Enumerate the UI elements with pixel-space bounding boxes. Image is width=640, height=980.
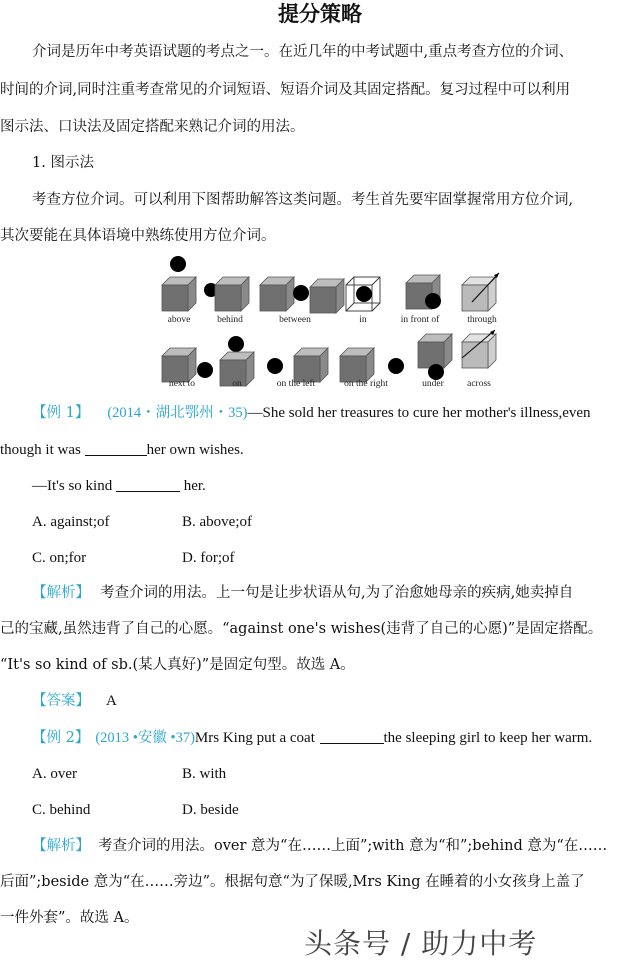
example-1-source: (2014・湖北鄂州・35) [107, 405, 248, 421]
label-in-front-of: in front of [400, 315, 440, 325]
label-through: through [467, 315, 497, 325]
example-2-source: (2013 •安徽 •37) [95, 730, 195, 746]
answer-blank-1[interactable] [85, 441, 147, 456]
between-diagram [260, 277, 344, 313]
example-1-question-text: —She sold her treasures to cure her mother's illness,even [247, 405, 591, 421]
analysis-1-line-1: 【解析】 考查介词的用法。上一句是让步状语从句,为了治愈她母亲的疾病,她卖掉自 [32, 585, 574, 601]
example-2-option-c: C. behind [32, 802, 91, 818]
preposition-figure [150, 252, 510, 394]
analysis-1-line-2: 己的宝藏,虽然违背了自己的心愿。“against one's wishes(违背了自己的心愿)”是固定搭配。 [0, 621, 603, 637]
label-in: in [359, 315, 367, 325]
in-diagram [346, 277, 380, 311]
example-1-tag: 【例 1】 [32, 405, 90, 421]
method-desc-2: 其次要能在具体语境中熟练使用方位介词。 [0, 228, 276, 244]
analysis-2-line-2: 后面”;beside 意为“在……旁边”。根据句意“为了保暖,Mrs King 在睡着的小女孩身上盖了 [0, 874, 585, 890]
method-desc-1: 考查方位介词。可以利用下图帮助解答这类问题。考生首先要牢固掌握常用方位介词, [32, 192, 574, 208]
under-diagram [418, 334, 452, 380]
answer-blank-3[interactable] [320, 729, 384, 744]
analysis-2-line-1: 【解析】 考查介词的用法。over 意为“在……上面”;with 意为“和”;behind 意为“在…… [32, 838, 608, 854]
example-1-option-a: A. against;of [32, 514, 110, 530]
watermark: 头条号 / 助力中考 [304, 927, 538, 960]
example-2-option-d: D. beside [182, 802, 239, 818]
example-1-question-line-2: though it was her own wishes. [0, 442, 244, 458]
across-diagram [462, 330, 496, 368]
example-1-question-line-1 [32, 403, 591, 423]
on-the-left-diagram [267, 348, 328, 382]
page-title: 提分策略 [278, 2, 362, 26]
on-the-right-diagram [340, 348, 404, 382]
label-on-the-left: on the left [276, 379, 316, 389]
example-1-option-c: C. on;for [32, 550, 87, 566]
through-diagram [462, 273, 499, 311]
example-2-option-a: A. over [32, 766, 77, 782]
example-2-tag: 【例 2】 [32, 730, 90, 746]
example-1-option-d: D. for;of [182, 550, 235, 566]
answer-1-value: A [106, 693, 117, 709]
behind-diagram [204, 277, 249, 311]
label-between: between [279, 315, 311, 325]
method-heading: 1. 图示法 [32, 155, 94, 171]
intro-line-1: 介词是历年中考英语试题的考点之一。在近几年的中考试题中,重点考查方位的介词、 [32, 44, 574, 60]
intro-line-2: 时间的介词,同时注重考查常见的介词短语、短语介词及其固定搭配。复习过程中可以利用 [0, 82, 571, 98]
label-across: across [467, 379, 491, 389]
analysis-1-line-3: “It's so kind of sb.(某人真好)”是固定句型。故选 A。 [0, 657, 355, 673]
in-front-of-diagram [406, 275, 441, 309]
label-on-the-right: on the right [344, 379, 388, 389]
next-to-diagram [162, 348, 213, 382]
answer-1 [32, 691, 117, 711]
above-diagram [162, 256, 196, 311]
example-1-question-line-3: —It's so kind her. [32, 478, 206, 494]
label-on: on [232, 379, 242, 389]
example-1-option-b: B. above;of [182, 514, 252, 530]
analysis-2-line-3: 一件外套”。故选 A。 [0, 910, 139, 926]
analysis-2-tag: 【解析】 [32, 838, 90, 854]
example-2-option-b: B. with [182, 766, 227, 782]
example-2-question: 【例 2】 (2013 •安徽 •37)Mrs King put a coat the sleeping girl to keep her warm. [32, 730, 593, 746]
answer-1-tag: 【答案】 [32, 693, 90, 709]
label-under: under [422, 379, 444, 389]
label-next-to: next to [168, 379, 196, 389]
intro-line-3: 图示法、口诀法及固定搭配来熟记介词的用法。 [0, 119, 305, 135]
answer-blank-2[interactable] [116, 477, 180, 492]
analysis-1-tag: 【解析】 [32, 585, 90, 601]
label-behind: behind [217, 315, 243, 325]
label-above: above [167, 315, 191, 325]
